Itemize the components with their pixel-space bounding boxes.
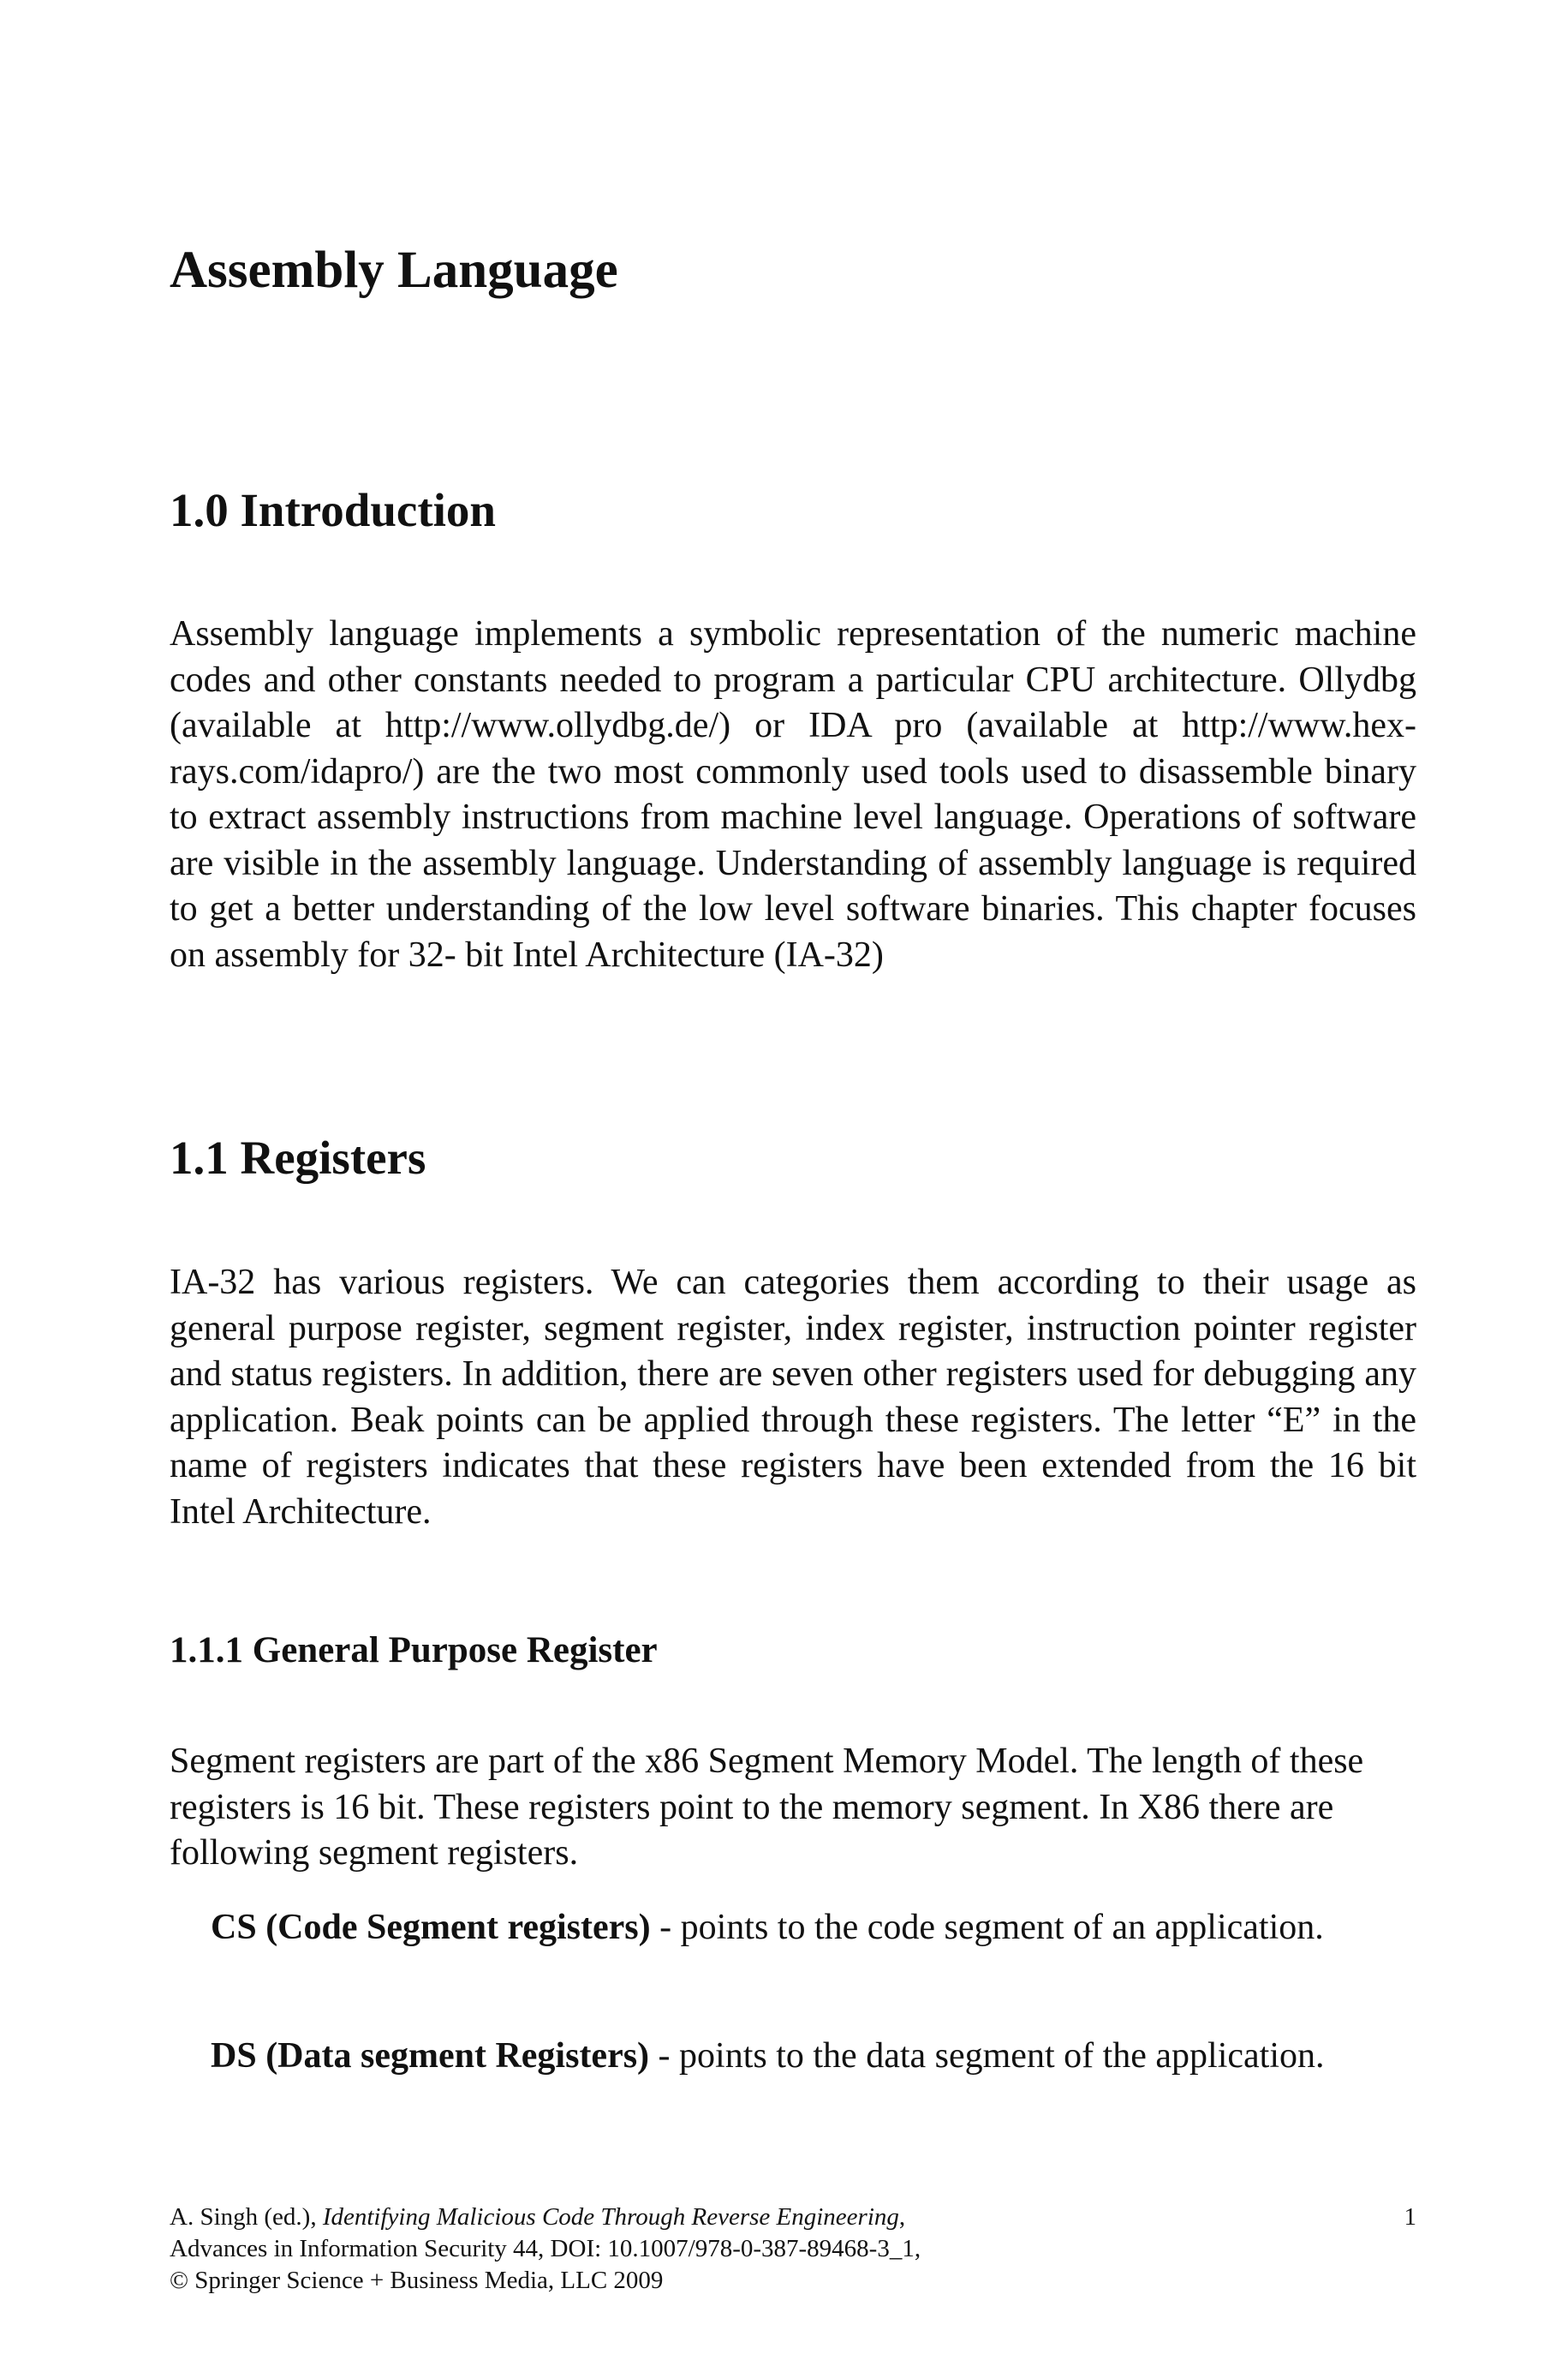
definition-ds-register — [170, 2034, 1416, 2080]
definition-term: DS (Data segment Registers) — [211, 2036, 650, 2076]
general-purpose-paragraph: Segment registers are part of the x86 Segment Memory Model. The length of these registers is 16 bit. These registers point to the memory segment. In X86 there are following segment registers. — [170, 1742, 1364, 1873]
registers-paragraph: IA-32 has various registers. We can categories them according to their usage as general purpose register, segment register, index register, instruction pointer register and status registers. In addition, there are seven other registers used for debugging any application. Beak points can be applied through these registers. The letter “E” in the name of registers indicates that these registers have been extended from the 16 bit Intel Architecture. — [170, 1263, 1416, 1532]
footer-citation-line — [170, 2202, 1416, 2233]
footer-copyright-line: © Springer Science + Business Media, LLC 2009 — [170, 2267, 664, 2294]
definition-term: CS (Code Segment registers) — [211, 1908, 651, 1947]
definition-cs-register — [170, 1905, 1416, 1951]
page-number: 1 — [1404, 2203, 1416, 2231]
definition-description: - points to the code segment of an application. — [650, 1908, 1324, 1947]
footer-book-title: Identifying Malicious Code Through Reverse Engineering — [322, 2203, 899, 2231]
introduction-paragraph: Assembly language implements a symbolic representation of the numeric machine codes and other constants needed to program a particular CPU architecture. Ollydbg (available at http://www.ollydbg.de/) or IDA pro (available at http://www.hex-rays.com/idapro/) are the two most commonly used tools used to disassemble binary to extract assembly instructions from machine level language. Operations of software are visible in the assembly language. Understanding of assembly language is required to get a better understanding of the low level software binaries. This chapter focuses on assembly for 32- bit Intel Architecture (IA-32) — [170, 614, 1416, 975]
definition-description: - points to the data segment of the application. — [649, 2036, 1325, 2076]
footer-editor: A. Singh (ed.), — [170, 2203, 323, 2231]
chapter-title: Assembly Language — [170, 242, 618, 299]
section-heading-registers: 1.1 Registers — [170, 1132, 426, 1184]
section-heading-introduction: 1.0 Introduction — [170, 484, 496, 536]
page-footer — [170, 2202, 1416, 2297]
subsection-heading-general-purpose-register: 1.1.1 General Purpose Register — [170, 1630, 658, 1670]
footer-book-title-suffix: , — [898, 2203, 906, 2231]
footer-series-line: Advances in Information Security 44, DOI: 10.1007/978-0-387-89468-3_1, — [170, 2235, 921, 2262]
